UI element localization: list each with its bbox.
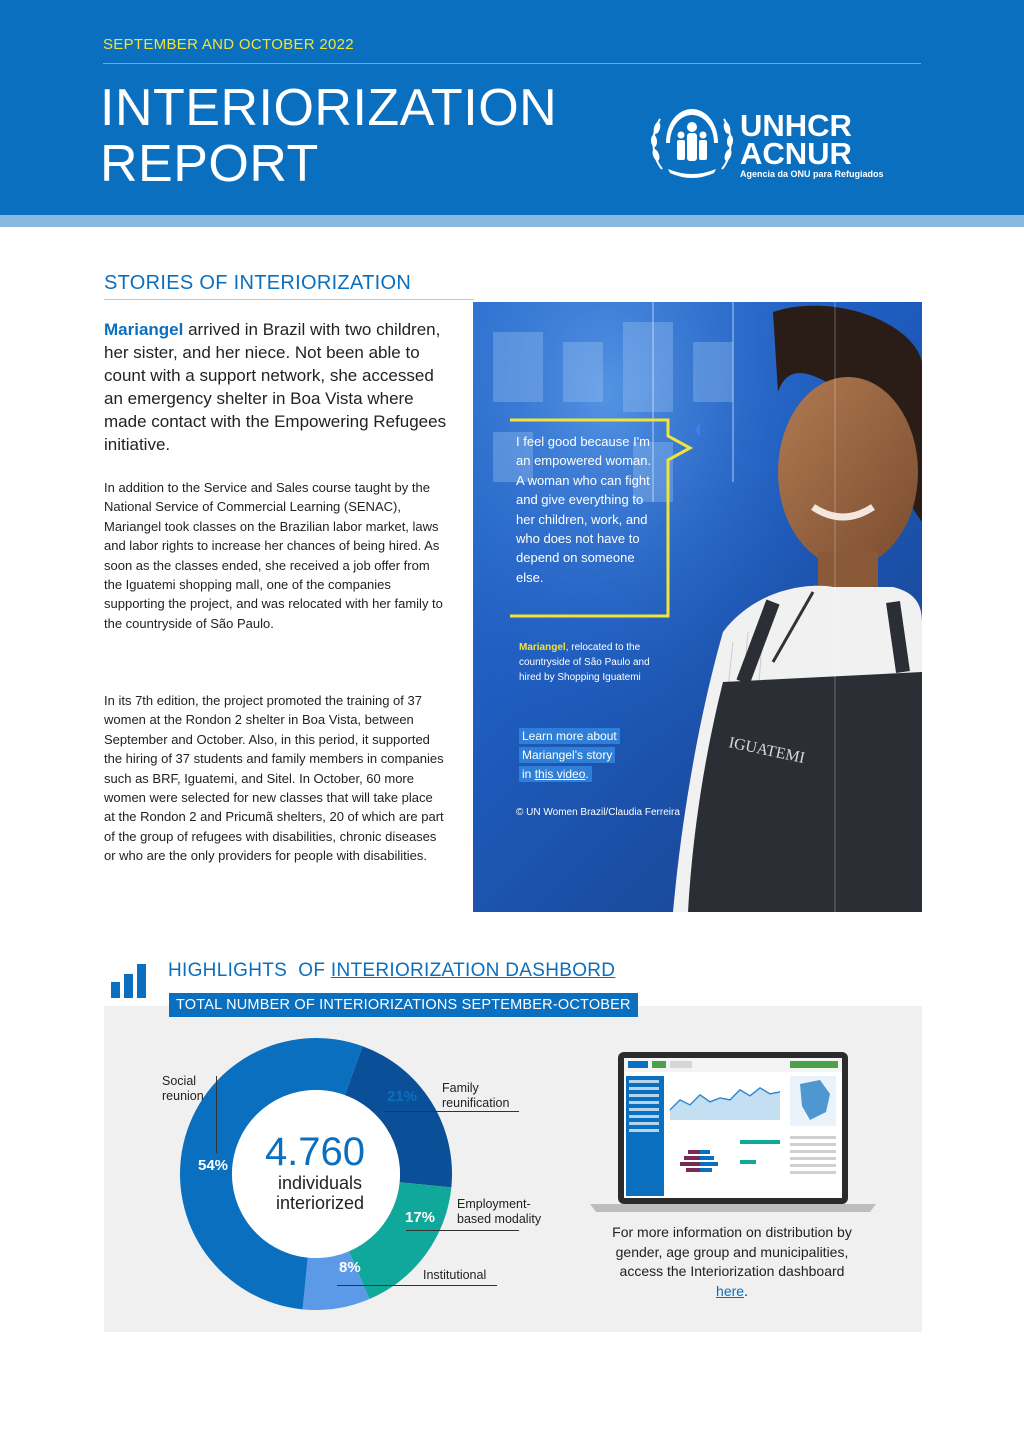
leader-line-institutional: [337, 1285, 497, 1286]
photo-credit: © UN Women Brazil/Claudia Ferreira: [516, 807, 680, 818]
story-paragraph-1: In addition to the Service and Sales course taught by the National Service of Commercial Learning (SENAC), Mariangel took classes on the Brazilian labor market, laws and labor rights to increase her chances of being hired. As soon as the classes ended, she received a job offer from the Iguatemi shopping mall, one of the companies supporting the project, and was relocated with her family to the countryside of São Paulo.: [104, 480, 443, 631]
bar-chart-icon: [110, 960, 154, 998]
dashboard-info-suffix: .: [744, 1282, 748, 1299]
learn-more-prefix: in: [522, 767, 535, 781]
dashboard-here-link[interactable]: here: [716, 1282, 745, 1299]
learn-more-line-2: Mariangel's story: [519, 747, 615, 763]
caption-text: , relocated to the countryside of São Paulo and hired by Shopping Iguatemi: [519, 642, 650, 683]
highlights-title: [168, 960, 615, 982]
leader-line-employment: [406, 1230, 519, 1231]
header-divider: [103, 63, 921, 64]
pct-label-employment: 17%: [405, 1209, 436, 1226]
logo-acnur-text: ACNUR: [740, 136, 852, 171]
legend-label-social-reunion: Social reunion: [162, 1074, 204, 1103]
video-link[interactable]: this video: [534, 767, 586, 781]
learn-more-box: [519, 727, 647, 784]
learn-more-line-3: [519, 766, 592, 782]
pct-label-institutional: 8%: [339, 1259, 361, 1276]
total-label-line-2: interiorized: [275, 1193, 365, 1213]
pct-label-social-reunion: 54%: [198, 1157, 229, 1174]
logo-unhcr-text: UNHCR: [740, 108, 852, 143]
learn-more-suffix: .: [585, 767, 589, 781]
legend-label-institutional: Institutional: [423, 1268, 487, 1282]
dashboard-title-link[interactable]: INTERIORIZATION DASHBORD: [330, 960, 616, 981]
story-name: Mariangel: [104, 320, 184, 339]
photo-quote: I feel good because I'm an empowered woman. A woman who can fight and give everything to her children, work, and who does not have to depend on someone else.: [516, 434, 652, 585]
story-lead-paragraph: [104, 318, 449, 456]
header-strip: [0, 215, 1024, 227]
title-line-2: REPORT: [100, 135, 319, 193]
apron-text: IGUATEMI: [727, 734, 807, 767]
total-interiorized-label: [250, 1173, 390, 1213]
story-lead-text: arrived in Brazil with two children, her sister, and her niece. Not been able to count with a support network, she accessed an emergency shelter in Boa Vista where made contact with the Empowering Refugees initiative.: [104, 320, 447, 454]
logo-subtitle: Agencia da ONU para Refugiados: [740, 169, 884, 179]
photo-caption: [519, 640, 654, 685]
title-line-1: INTERIORIZATION: [100, 79, 558, 137]
story-paragraph-2: In its 7th edition, the project promoted the training of 37 women at the Rondon 2 shelter in Boa Vista, between September and October. Also, in this period, it supported the hiring of 37 students and family members in companies such as BRF, Iguatemi, and Sitel. In October, 60 more women were selected for new classes that will take place at the Rondon 2 and Pricumã shelters, 20 of which are part of the group of refugees with disabilities, chronic diseases or who are the only providers for people with disabilities.: [104, 693, 444, 864]
dashboard-info-body: For more information on distribution by gender, age group and municipalities, access the Interiorization dashboard: [612, 1224, 852, 1279]
highlights-title-prefix: HIGHLIGHTS OF: [168, 960, 331, 981]
dashboard-laptop-image[interactable]: [590, 1050, 876, 1214]
legend-label-family-reunification: Family reunification: [442, 1081, 510, 1110]
highlights-banner: TOTAL NUMBER OF INTERIORIZATIONS SEPTEMBER-OCTOBER: [169, 993, 638, 1017]
section-divider: [104, 299, 474, 300]
stories-section-title: STORIES OF INTERIORIZATION: [104, 272, 412, 294]
pct-label-family-reunification: 21%: [387, 1088, 418, 1105]
report-title: [100, 80, 557, 192]
legend-label-employment: Employment-based modality: [457, 1197, 542, 1226]
total-label-line-1: individuals: [277, 1173, 363, 1193]
unhcr-emblem-icon: [648, 103, 736, 183]
total-interiorized-value: 4.760: [264, 1130, 366, 1174]
report-date: SEPTEMBER AND OCTOBER 2022: [103, 36, 354, 53]
leader-line-family: [384, 1111, 519, 1112]
dashboard-info-text: [610, 1223, 854, 1301]
learn-more-line-1: Learn more about: [519, 728, 620, 744]
caption-name: Mariangel: [519, 642, 566, 653]
leader-line-social: [216, 1076, 217, 1153]
unhcr-logo: [648, 103, 928, 183]
